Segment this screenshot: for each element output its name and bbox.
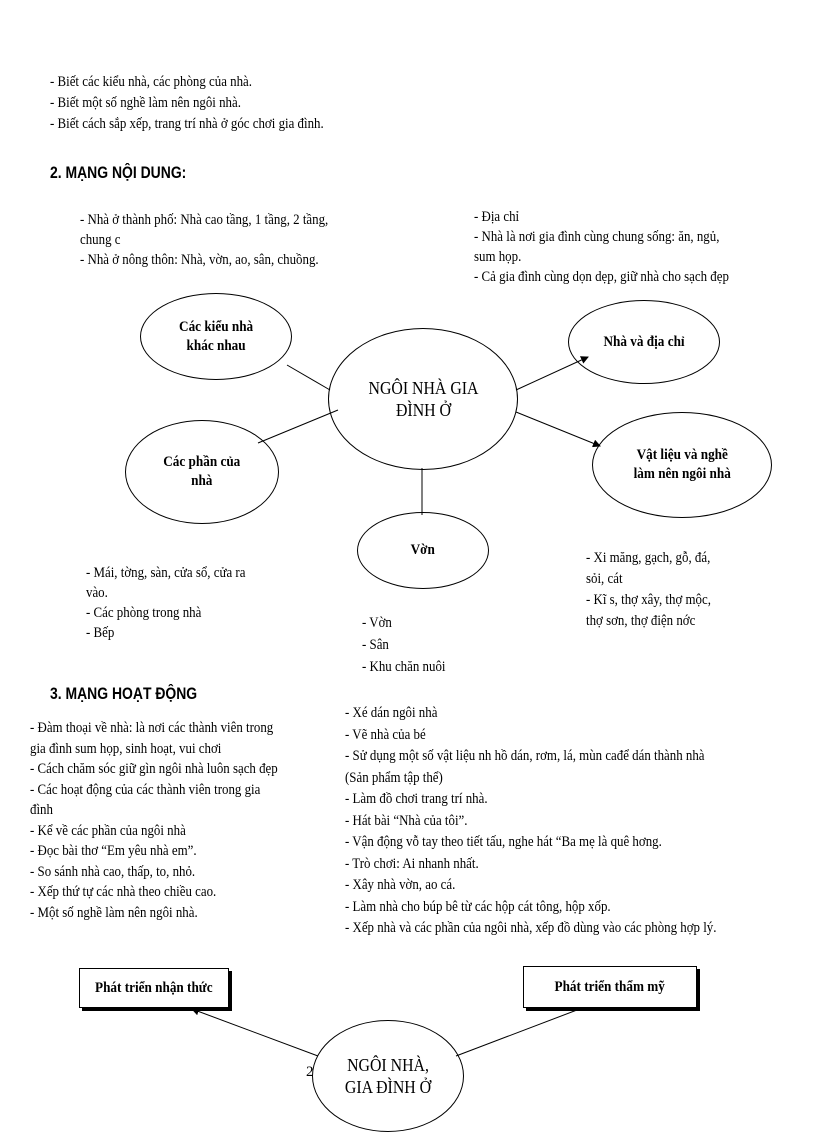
note-line: - Xi măng, gạch, gỗ, đá, <box>586 550 711 566</box>
aesthetic-development-box: Phát triển thẩm mỹ <box>523 966 697 1008</box>
note-line: - Nhà ở thành phố: Nhà cao tầng, 1 tầng, 2 tầng, <box>80 212 329 228</box>
cognitive-activities <box>30 718 318 923</box>
node-garden: Vờn <box>357 512 489 589</box>
node-house-types: Các kiểu nhà khác nhau <box>140 293 292 380</box>
note-line: - Trò chơi: Ai nhanh nhất. <box>345 855 479 872</box>
note-line: - Đọc bài thơ “Em yêu nhà em”. <box>30 843 197 859</box>
note-line: gia đình sum họp, sinh hoạt, vui chơi <box>30 740 222 757</box>
note-line: - Kể về các phần của ngôi nhà <box>30 822 186 839</box>
note-line: - Các phòng trong nhà <box>86 605 202 621</box>
house-parts-notes <box>86 563 271 643</box>
note-line: đình <box>30 802 53 818</box>
section-2-heading: 2. MẠNG NỘI DUNG: <box>50 163 187 182</box>
note-line: sỏi, cát <box>586 571 623 587</box>
note-line: chung c <box>80 232 121 248</box>
intro-line: - Biết một số nghề làm nên ngôi nhà. <box>50 95 241 111</box>
note-line: - Cách chăm sóc giữ gìn ngôi nhà luôn sạch đẹp <box>30 761 278 777</box>
cognitive-development-box: Phát triển nhận thức <box>79 968 229 1008</box>
note-line: - Vẽ nhà của bé <box>345 726 426 743</box>
intro-line: - Biết các kiểu nhà, các phòng của nhà. <box>50 74 253 90</box>
note-line: - Địa chỉ <box>474 209 520 225</box>
note-line: - Xây nhà vờn, ao cá. <box>345 877 456 893</box>
note-line: - So sánh nhà cao, thấp, to, nhỏ. <box>30 863 196 880</box>
note-line: sum họp. <box>474 249 522 265</box>
note-line: vào. <box>86 585 108 601</box>
note-line: - Khu chăn nuôi <box>362 659 446 675</box>
note-line: - Kĩ s, thợ xây, thợ mộc, <box>586 592 711 608</box>
note-line: - Làm đồ chơi trang trí nhà. <box>345 791 488 807</box>
note-line: - Xếp thứ tự các nhà theo chiều cao. <box>30 884 217 900</box>
note-line: (Sản phẩm tập thể) <box>345 769 443 786</box>
note-line: - Vờn <box>362 615 392 631</box>
note-line: - Làm nhà cho búp bê từ các hộp cát tông, hộp xốp. <box>345 898 611 915</box>
note-line: - Bếp <box>86 625 115 641</box>
node-house-parts: Các phần của nhà <box>125 420 279 524</box>
page-number: 2 <box>306 1064 314 1080</box>
note-line: - Sử dụng một số vật liệu nh hồ dán, rơm, lá, mùn cađể dán thành nhà <box>345 748 705 764</box>
aesthetic-activities <box>345 703 777 940</box>
bottom-center-node: NGÔI NHÀ, GIA ĐÌNH Ở <box>312 1020 464 1132</box>
note-line: - Sân <box>362 637 389 653</box>
section-3-heading: 3. MẠNG HOẠT ĐỘNG <box>50 684 198 703</box>
note-line: - Xé dán ngôi nhà <box>345 705 438 721</box>
node-address: Nhà và địa chỉ <box>568 300 720 384</box>
note-line: - Nhà là nơi gia đình cùng chung sống: ăn, ngủ, <box>474 229 720 245</box>
center-node: NGÔI NHÀ GIA ĐÌNH Ở <box>328 328 518 470</box>
note-line: - Xếp nhà và các phần của ngôi nhà, xếp đồ dùng vào các phòng hợp lý. <box>345 920 717 936</box>
note-line: - Đàm thoại về nhà: là nơi các thành viên trong <box>30 720 274 736</box>
note-line: - Mái, tờng, sàn, cửa sổ, cửa ra <box>86 565 246 581</box>
node-materials: Vật liệu và nghề làm nên ngôi nhà <box>592 412 772 518</box>
note-line: - Một số nghề làm nên ngôi nhà. <box>30 904 198 921</box>
note-line: - Các hoạt động của các thành viên trong gia <box>30 781 261 798</box>
intro-line: - Biết cách sắp xếp, trang trí nhà ở góc chơi gia đình. <box>50 116 324 132</box>
note-line: - Cả gia đình cùng dọn dẹp, giữ nhà cho sạch đẹp <box>474 269 729 285</box>
note-line: - Hát bài “Nhà của tôi”. <box>345 812 468 829</box>
note-line: thợ sơn, thợ điện nớc <box>586 613 696 629</box>
garden-notes <box>362 612 459 678</box>
note-line: - Vận động vỗ tay theo tiết tấu, nghe hát “Ba mẹ là quê hơng. <box>345 834 662 850</box>
materials-notes <box>586 548 731 632</box>
note-line: - Nhà ở nông thôn: Nhà, vờn, ao, sân, chuồng. <box>80 252 319 268</box>
